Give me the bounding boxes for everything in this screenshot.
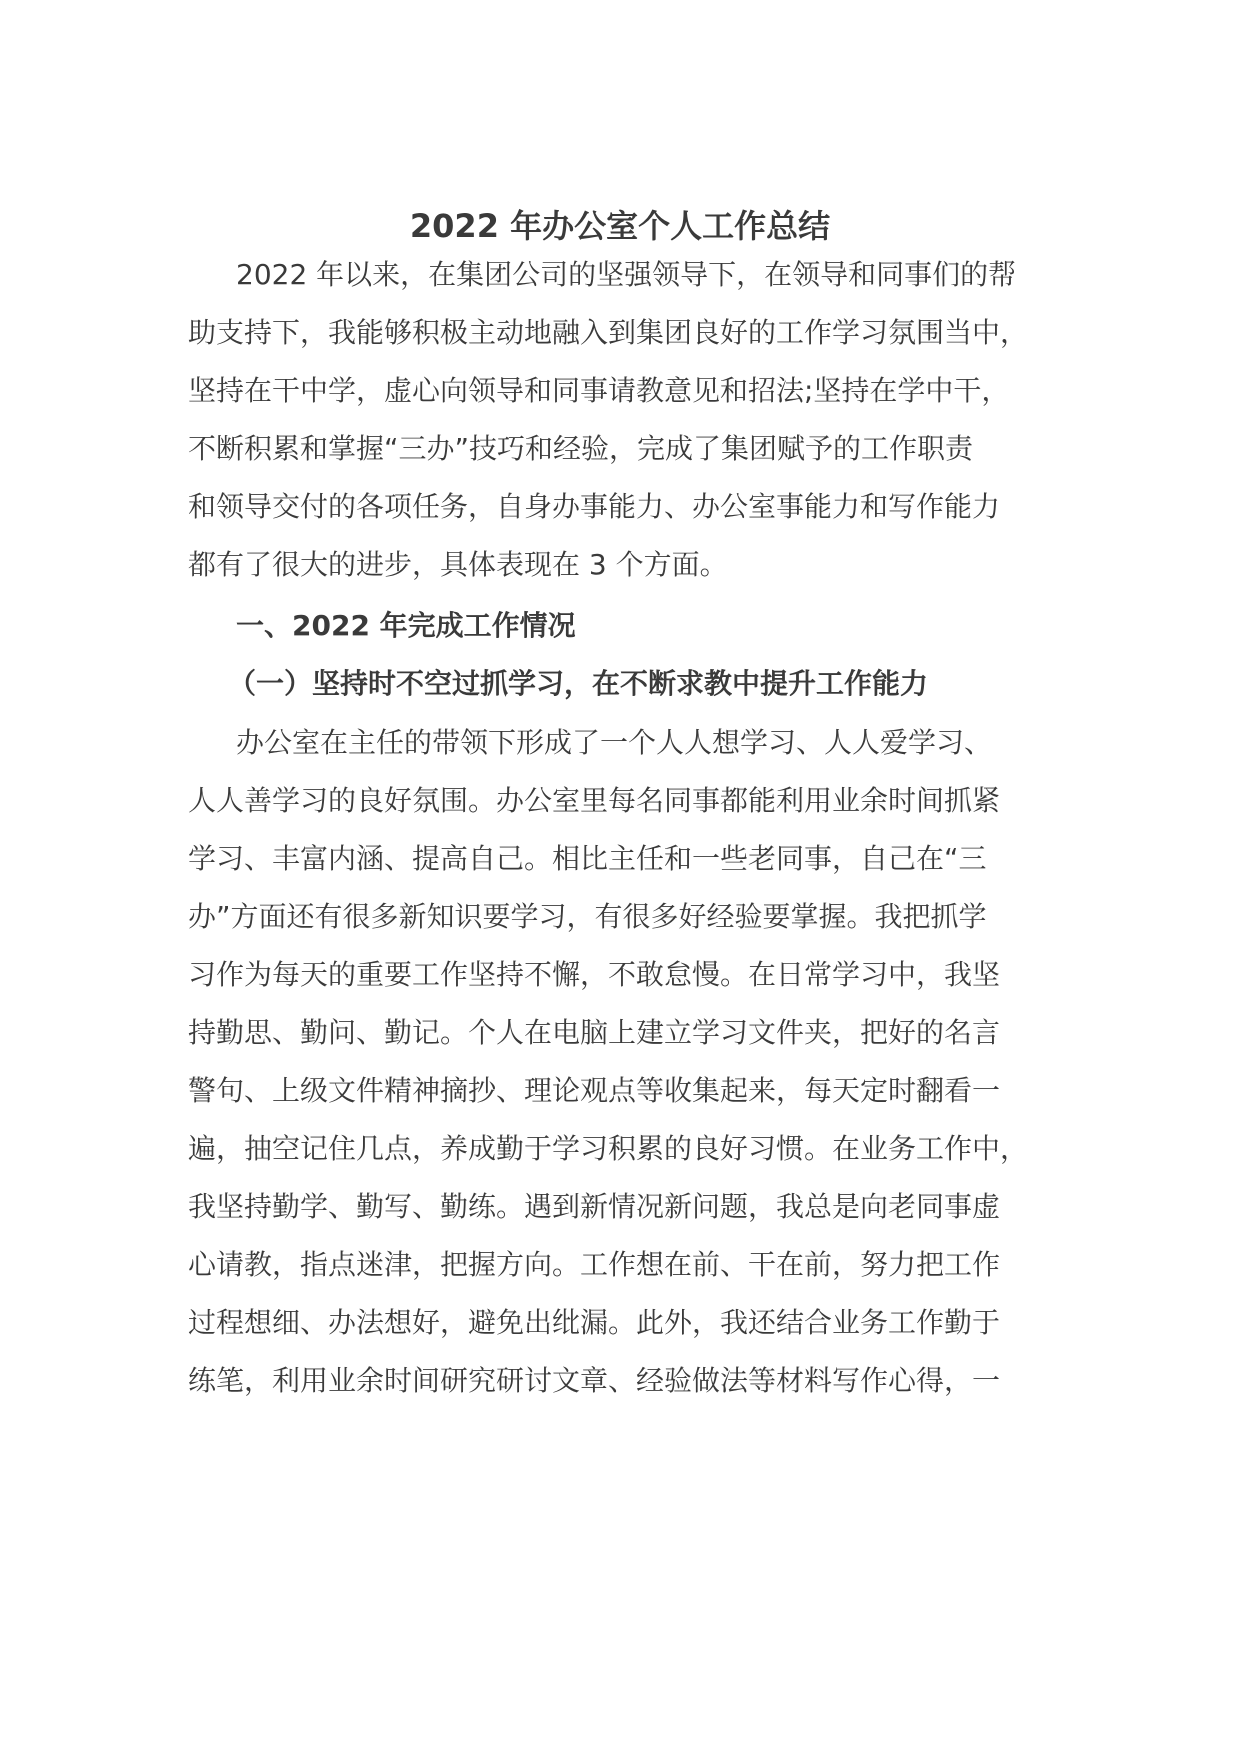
paragraph-line: 过程想细、办法想好，避免出纰漏。此外，我还结合业务工作勤于 xyxy=(188,1306,1001,1339)
paragraph-line: 警句、上级文件精神摘抄、理论观点等收集起来，每天定时翻看一 xyxy=(188,1074,1001,1107)
paragraph-line: 和领导交付的各项任务，自身办事能力、办公室事能力和写作能力 xyxy=(188,490,1001,523)
paragraph-line: 不断积累和掌握“三办”技巧和经验，完成了集团赋予的工作职责 xyxy=(188,432,974,465)
paragraph-line: 坚持在干中学，虚心向领导和同事请教意见和招法;坚持在学中干， xyxy=(188,374,1010,407)
paragraph-line: 都有了很大的进步，具体表现在 3 个方面。 xyxy=(188,548,728,581)
paragraph-line: 持勤思、勤问、勤记。个人在电脑上建立学习文件夹，把好的名言 xyxy=(188,1016,1001,1049)
paragraph-line: 助支持下，我能够积极主动地融入到集团良好的工作学习氛围当中， xyxy=(188,316,1029,349)
section-heading-2: （一）坚持时不空过抓学习，在不断求教中提升工作能力 xyxy=(228,667,929,700)
paragraph-line: 心请教，指点迷津，把握方向。工作想在前、干在前，努力把工作 xyxy=(188,1248,1001,1281)
paragraph-line: 我坚持勤学、勤写、勤练。遇到新情况新问题，我总是向老同事虚 xyxy=(188,1190,1001,1223)
paragraph-line: 练笔，利用业余时间研究研讨文章、经验做法等材料写作心得，一 xyxy=(188,1364,1001,1397)
section-heading-1: 一、2022 年完成工作情况 xyxy=(236,609,576,642)
paragraph-line: 人人善学习的良好氛围。办公室里每名同事都能利用业余时间抓紧 xyxy=(188,784,1001,817)
paragraph-line: 习作为每天的重要工作坚持不懈，不敢怠慢。在日常学习中，我坚 xyxy=(188,958,1001,991)
paragraph-line: 遍，抽空记住几点，养成勤于学习积累的良好习惯。在业务工作中， xyxy=(188,1132,1029,1165)
paragraph-line: 学习、丰富内涵、提高自己。相比主任和一些老同事，自己在“三 xyxy=(188,842,987,875)
paragraph-line: 办”方面还有很多新知识要学习，有很多好经验要掌握。我把抓学 xyxy=(188,900,987,933)
paragraph-line: 2022 年以来，在集团公司的坚强领导下，在领导和同事们的帮 xyxy=(236,258,1017,291)
document-title: 2022 年办公室个人工作总结 xyxy=(409,207,831,245)
paragraph-line: 办公室在主任的带领下形成了一个人人想学习、人人爱学习、 xyxy=(236,726,993,759)
